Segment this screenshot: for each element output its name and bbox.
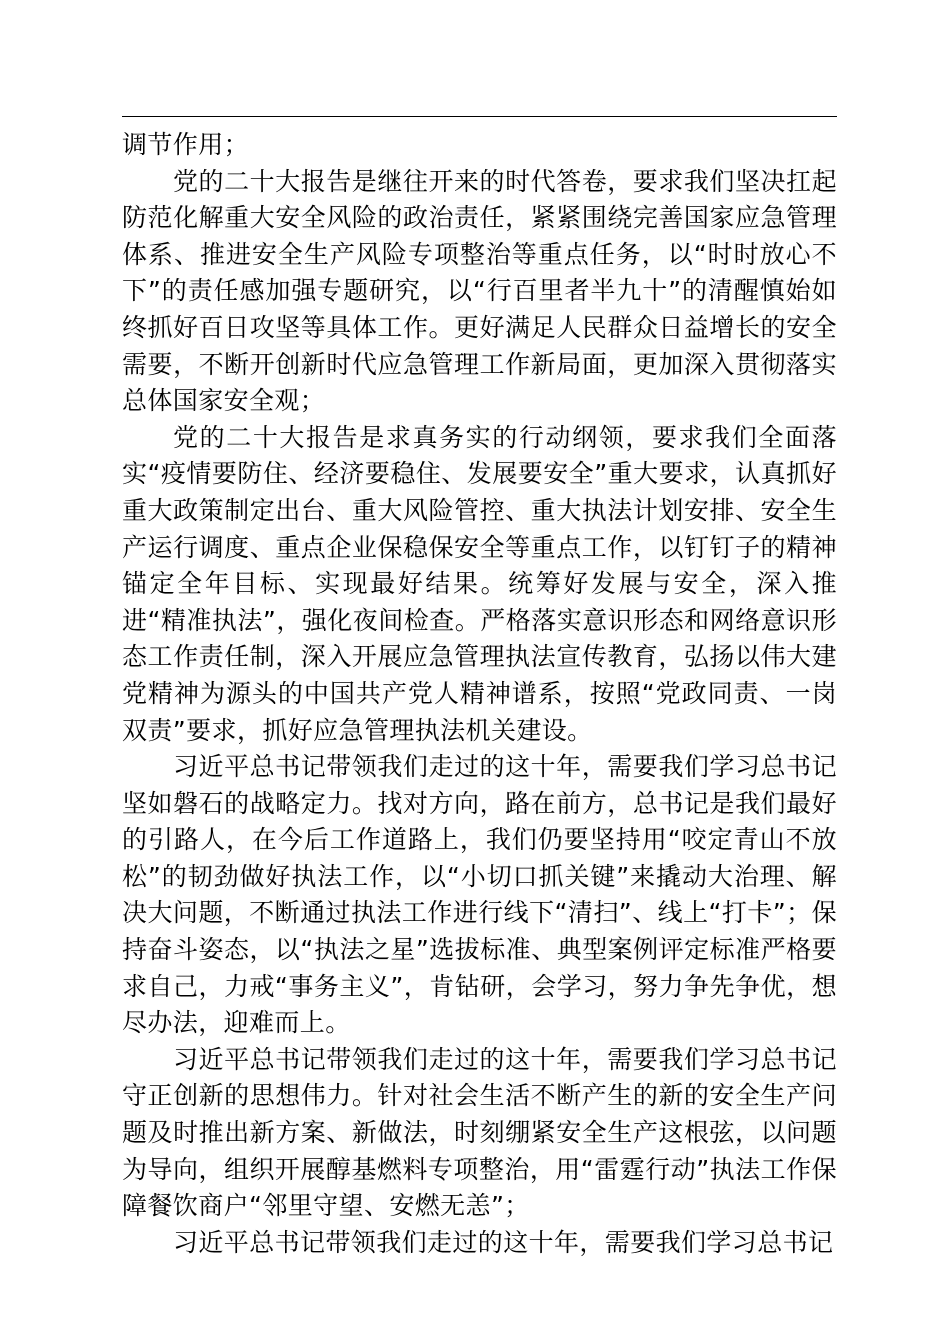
paragraph: 习近平总书记带领我们走过的这十年，需要我们学习总书记坚如磐石的战略定力。找对方向，路在前方，总书记是我们最好的引路人，在今后工作道路上，我们仍要坚持用“咬定青山不放松”的韧劲做好执法工作，以“小切口抓关键”来撬动大治理、解决大问题，不断通过执法工作进行线下“清扫”、线上“打卡”；保持奋斗姿态，以“执法之星”选拔标准、典型案例评定标准严格要求自己，力戒“事务主义”，肯钻研，会学习，努力争先争优，想尽办法，迎难而上。 xyxy=(122,752,837,1038)
document-body xyxy=(122,127,837,1261)
paragraph: 习近平总书记带领我们走过的这十年，需要我们学习总书记 xyxy=(173,1227,834,1257)
paragraph: 党的二十大报告是求真务实的行动纲领，要求我们全面落实“疫情要防住、经济要稳住、发展要安全”重大要求，认真抓好重大政策制定出台、重大风险管控、重大执法计划安排、安全生产运行调度、重点企业保稳保安全等重点工作，以钉钉子的精神锚定全年目标、实现最好结果。统筹好发展与安全，深入推进“精准执法”，强化夜间检查。严格落实意识形态和网络意识形态工作责任制，深入开展应急管理执法宣传教育，弘扬以伟大建党精神为源头的中国共产党人精神谱系，按照“党政同责、一岗双责”要求，抓好应急管理执法机关建设。 xyxy=(122,422,837,745)
paragraph: 党的二十大报告是继往开来的时代答卷，要求我们坚决扛起防范化解重大安全风险的政治责任，紧紧围绕完善国家应急管理体系、推进安全生产风险专项整治等重点任务，以“时时放心不下”的责任感加强专题研究，以“行百里者半九十”的清醒慎始如终抓好百日攻坚等具体工作。更好满足人民群众日益增长的安全需要，不断开创新时代应急管理工作新局面，更加深入贯彻落实总体国家安全观； xyxy=(122,166,837,416)
header-rule xyxy=(122,116,837,117)
paragraph-continuation: 调节作用； xyxy=(122,130,250,159)
paragraph: 习近平总书记带领我们走过的这十年，需要我们学习总书记守正创新的思想伟力。针对社会生活不断产生的新的安全生产问题及时推出新方案、新做法，时刻绷紧安全生产这根弦，以问题为导向，组织开展醇基燃料专项整治，用“雷霆行动”执法工作保障餐饮商户“邻里守望、安燃无恙”； xyxy=(122,1044,837,1221)
